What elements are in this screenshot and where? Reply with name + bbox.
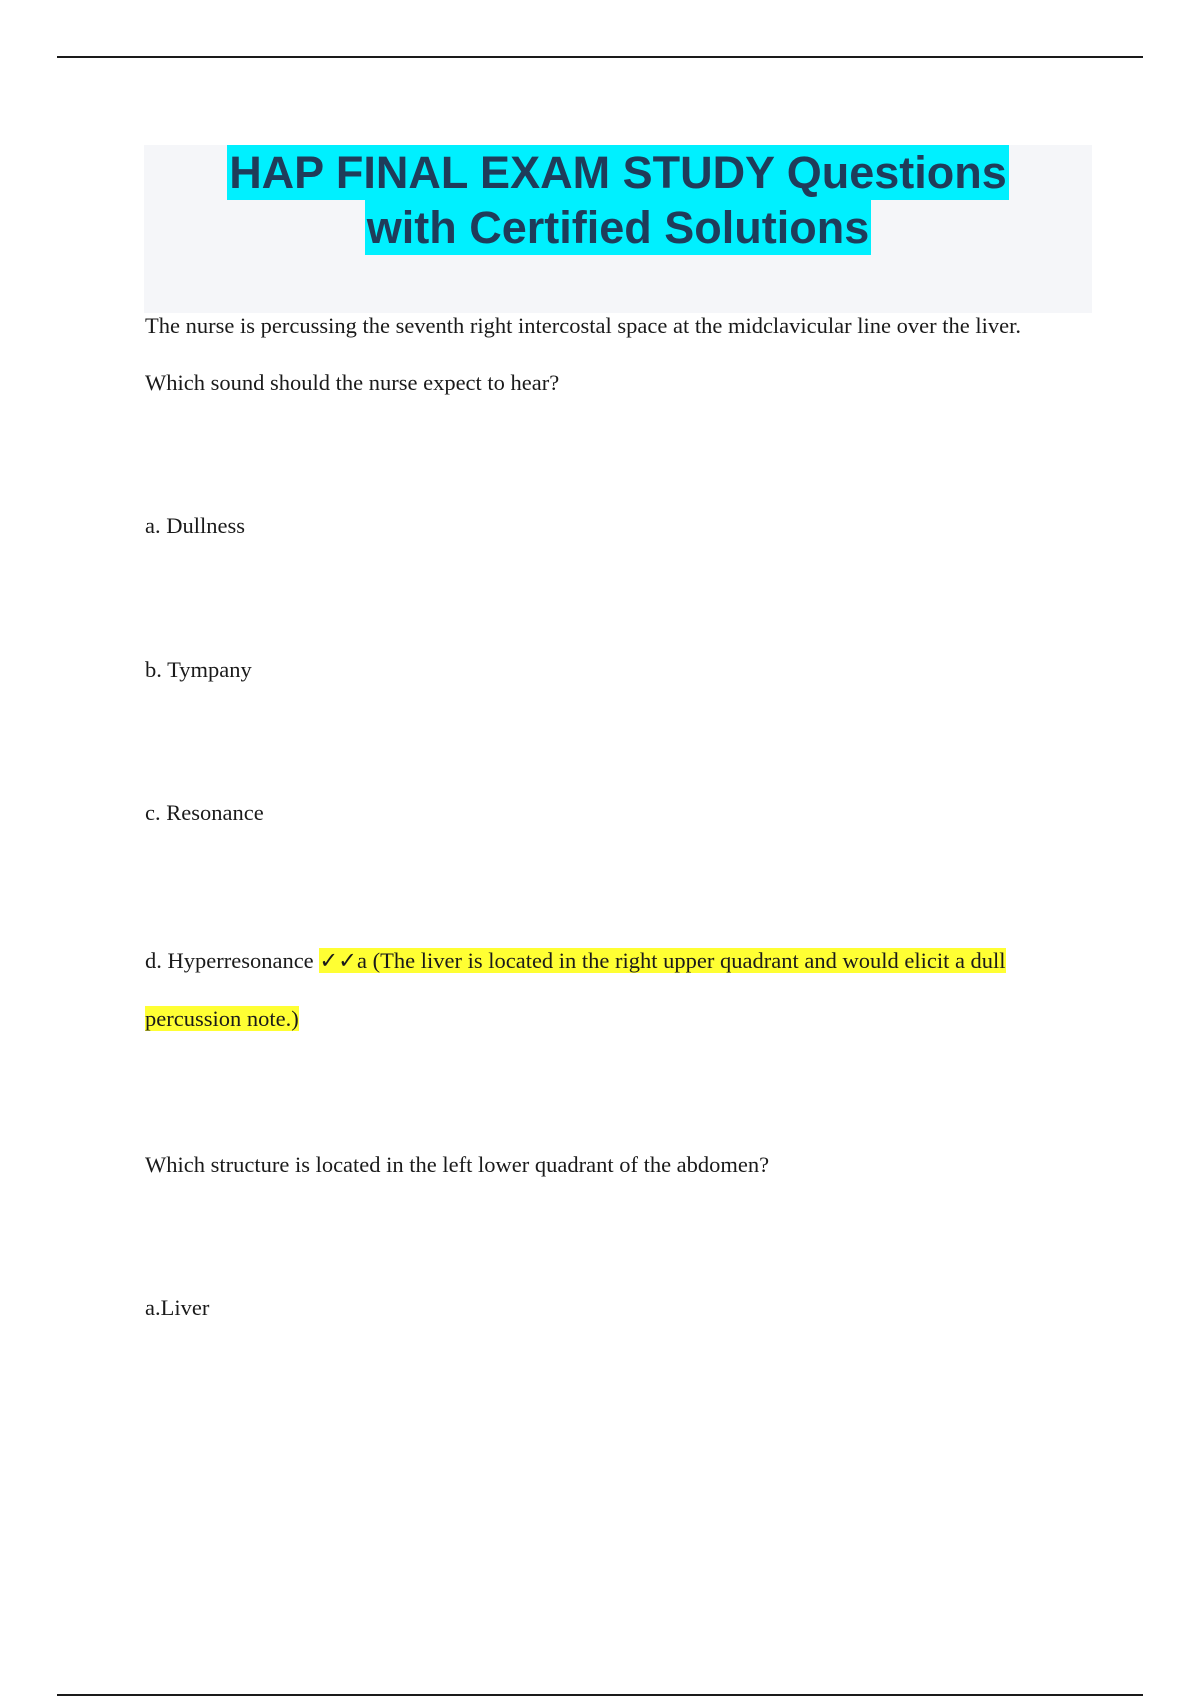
question-1-option-b: b. Tympany bbox=[145, 657, 252, 682]
top-rule bbox=[57, 56, 1143, 58]
document-title-block bbox=[144, 145, 1092, 313]
question-1-option-a: a. Dullness bbox=[145, 513, 245, 538]
question-1-answer-line-2: percussion note.) bbox=[145, 1006, 299, 1031]
question-1-stem-line-2: Which sound should the nurse expect to hear? bbox=[145, 370, 560, 395]
question-1-answer-line-2-wrap bbox=[145, 1005, 299, 1033]
document-title-line-1: HAP FINAL EXAM STUDY Questions bbox=[229, 147, 1007, 198]
question-1-option-d: d. Hyperresonance bbox=[145, 948, 314, 973]
bottom-rule bbox=[57, 1694, 1143, 1696]
question-1-option-d-line bbox=[145, 947, 1006, 975]
question-2-option-a: a.Liver bbox=[145, 1295, 210, 1320]
document-title-line-2: with Certified Solutions bbox=[366, 202, 870, 253]
question-1-answer-line-1: ✓✓a (The liver is located in the right upper quadrant and would elicit a dull bbox=[319, 948, 1006, 973]
question-2-stem: Which structure is located in the left lower quadrant of the abdomen? bbox=[145, 1152, 770, 1177]
question-1-option-c: c. Resonance bbox=[145, 800, 264, 825]
question-1-stem-line-1: The nurse is percussing the seventh right intercostal space at the midclavicular line over the liver. bbox=[145, 313, 1021, 338]
